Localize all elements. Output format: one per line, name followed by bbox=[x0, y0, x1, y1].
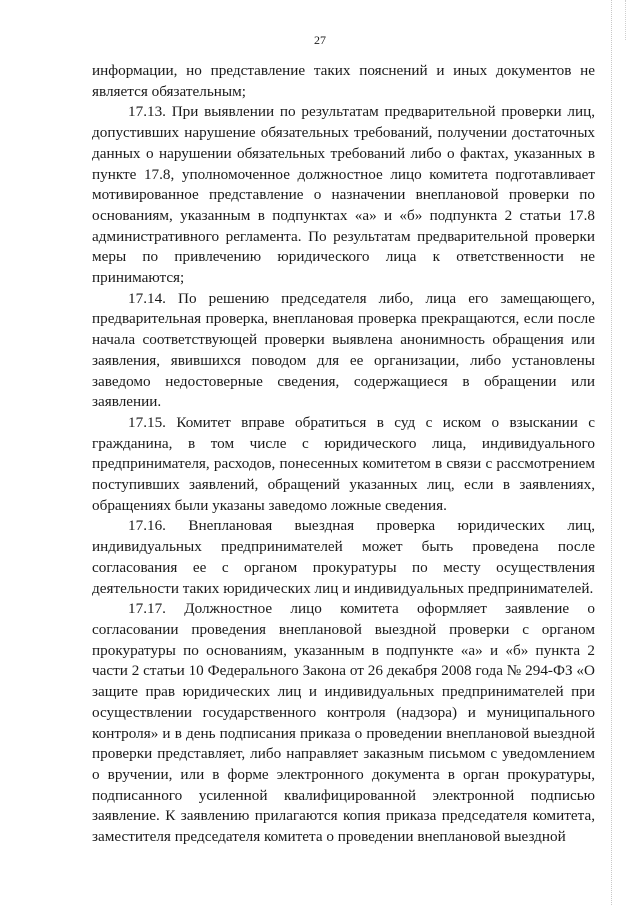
paragraph-17-15: 17.15. Комитет вправе обратиться в суд с иском о взыскании с гражданина, в том числе с юридического лица, индивидуального предпринимателя, расходов, понесенных комитетом в связи с рассмотрением поступивших заявлений, обращений указанных лиц, если в заявлениях, обращениях были указаны заведомо ложные сведения. bbox=[92, 413, 595, 514]
paragraph-17-16: 17.16. Внеплановая выездная проверка юридических лиц, индивидуальных предпринимателей может быть проведена после согласования ее с органом прокуратуры по месту осуществления деятельности таких юридических лиц и индивидуальных предпринимателей. bbox=[92, 517, 595, 597]
document-body bbox=[92, 61, 595, 848]
paragraph-17-17: 17.17. Должностное лицо комитета оформляет заявление о согласовании проведения внеплановой выездной проверки с органом прокуратуры по основаниям, указанным в подпункте «а» и «б» пункта 2 части 2 статьи 10 Федерального Закона от 26 декабря 2008 года № 294-ФЗ «О защите прав юридических лиц и индивидуальных предпринимателей при осуществлении государственного контроля (надзора) и муниципального контроля» и в день подписания приказа о проведении внеплановой выездной проверки представляет, либо направляет заказным письмом с уведомлением о вручении, или в форме электронного документа в орган прокуратуры, подписанного усиленной квалифицированной электронной подписью заявление. К заявлению прилагаются копия приказа председателя комитета, заместителя председателя комитета о проведении внеплановой выездной bbox=[92, 600, 595, 846]
paragraph-continuation: информации, но представление таких пояснений и иных документов не является обязательным; bbox=[92, 62, 595, 100]
page-number: 27 bbox=[314, 33, 326, 47]
scan-edge-line bbox=[611, 0, 612, 905]
paragraph-17-14: 17.14. По решению председателя либо, лица его замещающего, предварительная проверка, внеплановая проверка прекращаются, если после начала соответствующей проверки выявлена анонимность обращения или заявления, явившихся поводом для ее организации, либо установлены заведомо недостоверные сведения, содержащиеся в обращении или заявлении. bbox=[92, 289, 595, 411]
paragraph-17-13: 17.13. При выявлении по результатам предварительной проверки лиц, допустивших нарушение обязательных требований, получении достаточных данных о нарушении обязательных требований либо о фактах, указанных в пункте 17.8, уполномоченное должностное лицо комитета подготавливает мотивированное представление о назначении внеплановой проверки по основаниям, указанным в подпунктах «а» и «б» подпункта 2 статьи 17.8 административного регламента. По результатам предварительной проверки меры по привлечению юридического лица к ответственности не принимаются; bbox=[92, 103, 595, 287]
